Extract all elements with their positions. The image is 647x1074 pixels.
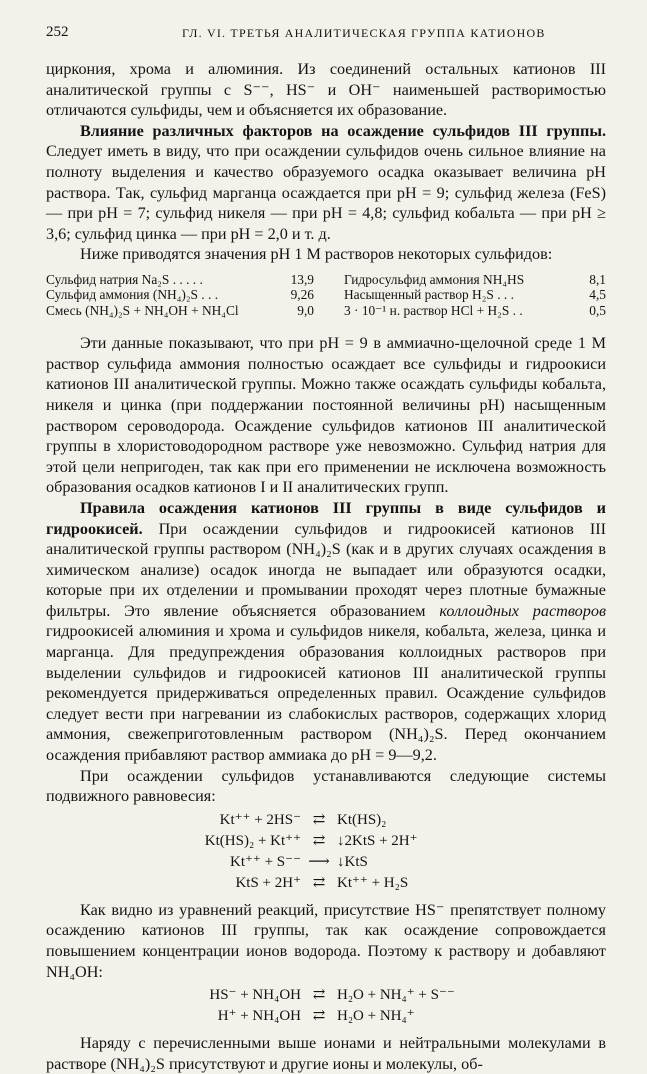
ph-table-label: Гидросульфид аммония NH₄HS <box>344 271 525 287</box>
paragraph-hs-effect: Как видно из уравнений реакций, присутствие HS⁻ препятствует полному осаждению катионов III группы, так как осаждение сопровождается повышением концентрации ионов водорода. Поэтому к раствору и добавляют NH₄OH: <box>46 900 606 981</box>
page-body <box>46 59 606 1074</box>
ph-table-value: 8,1 <box>589 271 606 287</box>
paragraph-rules-text-b: гидроокисей алюминия и хрома и сульфидов никеля, кобальта, железа, цинка и марганца. Для предупреждения образования коллоидных растворов при выделении сульфидов и гидроокисей катионов III аналитической группы рекомендуется придерживаться определенных правил. Осаждение сульфидов следует вести при нагревании из слабокислых растворов, содержащих хлорид аммония, свежеприготовленным раствором (NH₄)₂S. Перед окончанием осаждения прибавляют раствор аммиака до pH = 9—9,2. <box>46 622 606 765</box>
paragraph-intro: циркония, хрома и алюминия. Из соединений остальных катионов III аналитической группы с S⁻⁻, HS⁻ и OH⁻ наименьшей растворимостью отличаются сульфиды, чем и объясняется их образование. <box>46 60 606 120</box>
equation-lhs: Kt(HS)₂ + Kt⁺⁺ <box>204 832 301 849</box>
running-title: ГЛ. VI. ТРЕТЬЯ АНАЛИТИЧЕСКАЯ ГРУППА КАТИОНОВ <box>182 26 546 40</box>
paragraph-factors <box>46 121 606 245</box>
equation-lhs: HS⁻ + NH₄OH <box>209 987 301 1004</box>
paragraph-rules <box>46 498 606 766</box>
ph-table-left-column <box>46 272 344 318</box>
equation <box>46 1006 606 1027</box>
term-colloidal-solutions: коллоидных растворов <box>439 601 606 620</box>
equation-lhs: Kt⁺⁺ + 2HS⁻ <box>219 811 301 828</box>
equation <box>46 831 606 852</box>
equation-rhs: ↓2KtS + 2H⁺ <box>337 832 418 849</box>
equation <box>46 852 606 873</box>
ph-table-label: 3 · 10⁻¹ н. раствор HCl + H₂S . . <box>344 302 523 318</box>
ph-table-value: 4,5 <box>589 287 606 303</box>
paragraph-equilibrium-intro: При осаждении сульфидов устанавливаются следующие системы подвижного равновесия: <box>46 766 606 806</box>
ph-table-value: 9,0 <box>297 302 314 318</box>
equation-rhs: Kt⁺⁺ + H₂S <box>337 874 409 891</box>
equilibrium-arrow: ⇄ <box>312 811 326 828</box>
reaction-arrow: ⟶ <box>308 853 330 870</box>
equation-rhs: ↓KtS <box>337 853 368 870</box>
equation <box>46 985 606 1006</box>
ph-table <box>46 272 606 318</box>
equation-rhs: H₂O + NH₄⁺ <box>337 1008 415 1025</box>
equilibrium-arrow: ⇄ <box>312 874 326 891</box>
ph-table-value: 13,9 <box>290 271 314 287</box>
page-header <box>46 22 606 42</box>
equilibrium-arrow: ⇄ <box>312 832 326 849</box>
section-heading-factors: Влияние различных факторов на осаждение сульфидов III группы. <box>80 121 606 140</box>
equation-rhs: Kt(HS)₂ <box>337 811 387 828</box>
ph-table-value: 0,5 <box>589 302 606 318</box>
ph-table-label: Смесь (NH₄)₂S + NH₄OH + NH₄Cl <box>46 302 239 318</box>
equation <box>46 873 606 894</box>
ammonia-equations <box>46 985 606 1027</box>
equation-lhs: KtS + 2H⁺ <box>235 874 301 891</box>
equilibrium-arrow: ⇄ <box>312 1008 326 1025</box>
ph-table-label: Сульфид аммония (NH₄)₂S . . . <box>46 287 219 303</box>
ph-table-label: Сульфид натрия Na₂S . . . . . <box>46 271 203 287</box>
equation <box>46 810 606 831</box>
paragraph-rules-text-a: При осаждении сульфидов и гидроокисей катионов III аналитической группы раствором (NH₄)₂S (как и в других случаях осаждения в химическом анализе) осадок иногда не выпадает или образуются осадки, которые при их отделении и промывании проходят через плотные бумажные фильтры. Это явление объясняется образованием <box>46 519 607 620</box>
paragraph-data-discussion: Эти данные показывают, что при pH = 9 в аммиачно-щелочной среде 1 М раствор сульфида аммония полностью осаждает все сульфиды и гидроокиси катионов III аналитической группы. Можно также осаждать сульфиды кобальта, никеля и цинка (при поддержании постоянной величины pH) насыщенным раствором сероводорода. Осаждение сульфидов катионов III аналитической группы в хлористоводородном растворе уже невозможно. Сульфид натрия для этой цели непригоден, так как при его применении не исключена возможность образования осадков катионов I и II аналитических групп. <box>46 334 606 497</box>
equation-rhs: H₂O + NH₄⁺ + S⁻⁻ <box>337 987 455 1004</box>
equation-lhs: H⁺ + NH₄OH <box>217 1008 301 1025</box>
equilibrium-arrow: ⇄ <box>312 987 326 1004</box>
page-number: 252 <box>46 24 69 40</box>
section-heading-rules: Правила осаждения катионов III группы в виде сульфидов и гидроокисей. <box>46 498 606 538</box>
equilibrium-equations <box>46 810 606 894</box>
paragraph-ph-intro: Ниже приводятся значения pH 1 М растворов некоторых сульфидов: <box>80 245 553 264</box>
paragraph-factors-text: Следует иметь в виду, что при осаждении сульфидов очень сильное влияние на полноту выделения и качество образуемого осадка оказывает величина pH раствора. Так, сульфид марганца осаждается при pH = 9; сульфид железа (FeS) — при pH = 7; сульфид никеля — при pH = 4,8; сульфид кобальта — при pH ≥ 3,6; сульфид цинка — при pH = 2,0 и т. д. <box>46 142 606 243</box>
paragraph-other-ions: Наряду с перечисленными выше ионами и нейтральными молекулами в растворе (NH₄)₂S присутствуют и другие ионы и молекулы, об- <box>46 1034 606 1073</box>
ph-table-value: 9,26 <box>290 287 314 303</box>
equation-lhs: Kt⁺⁺ + S⁻⁻ <box>230 853 301 870</box>
ph-table-right-column <box>344 272 606 318</box>
ph-table-label: Насыщенный раствор H₂S . . . <box>344 287 514 303</box>
